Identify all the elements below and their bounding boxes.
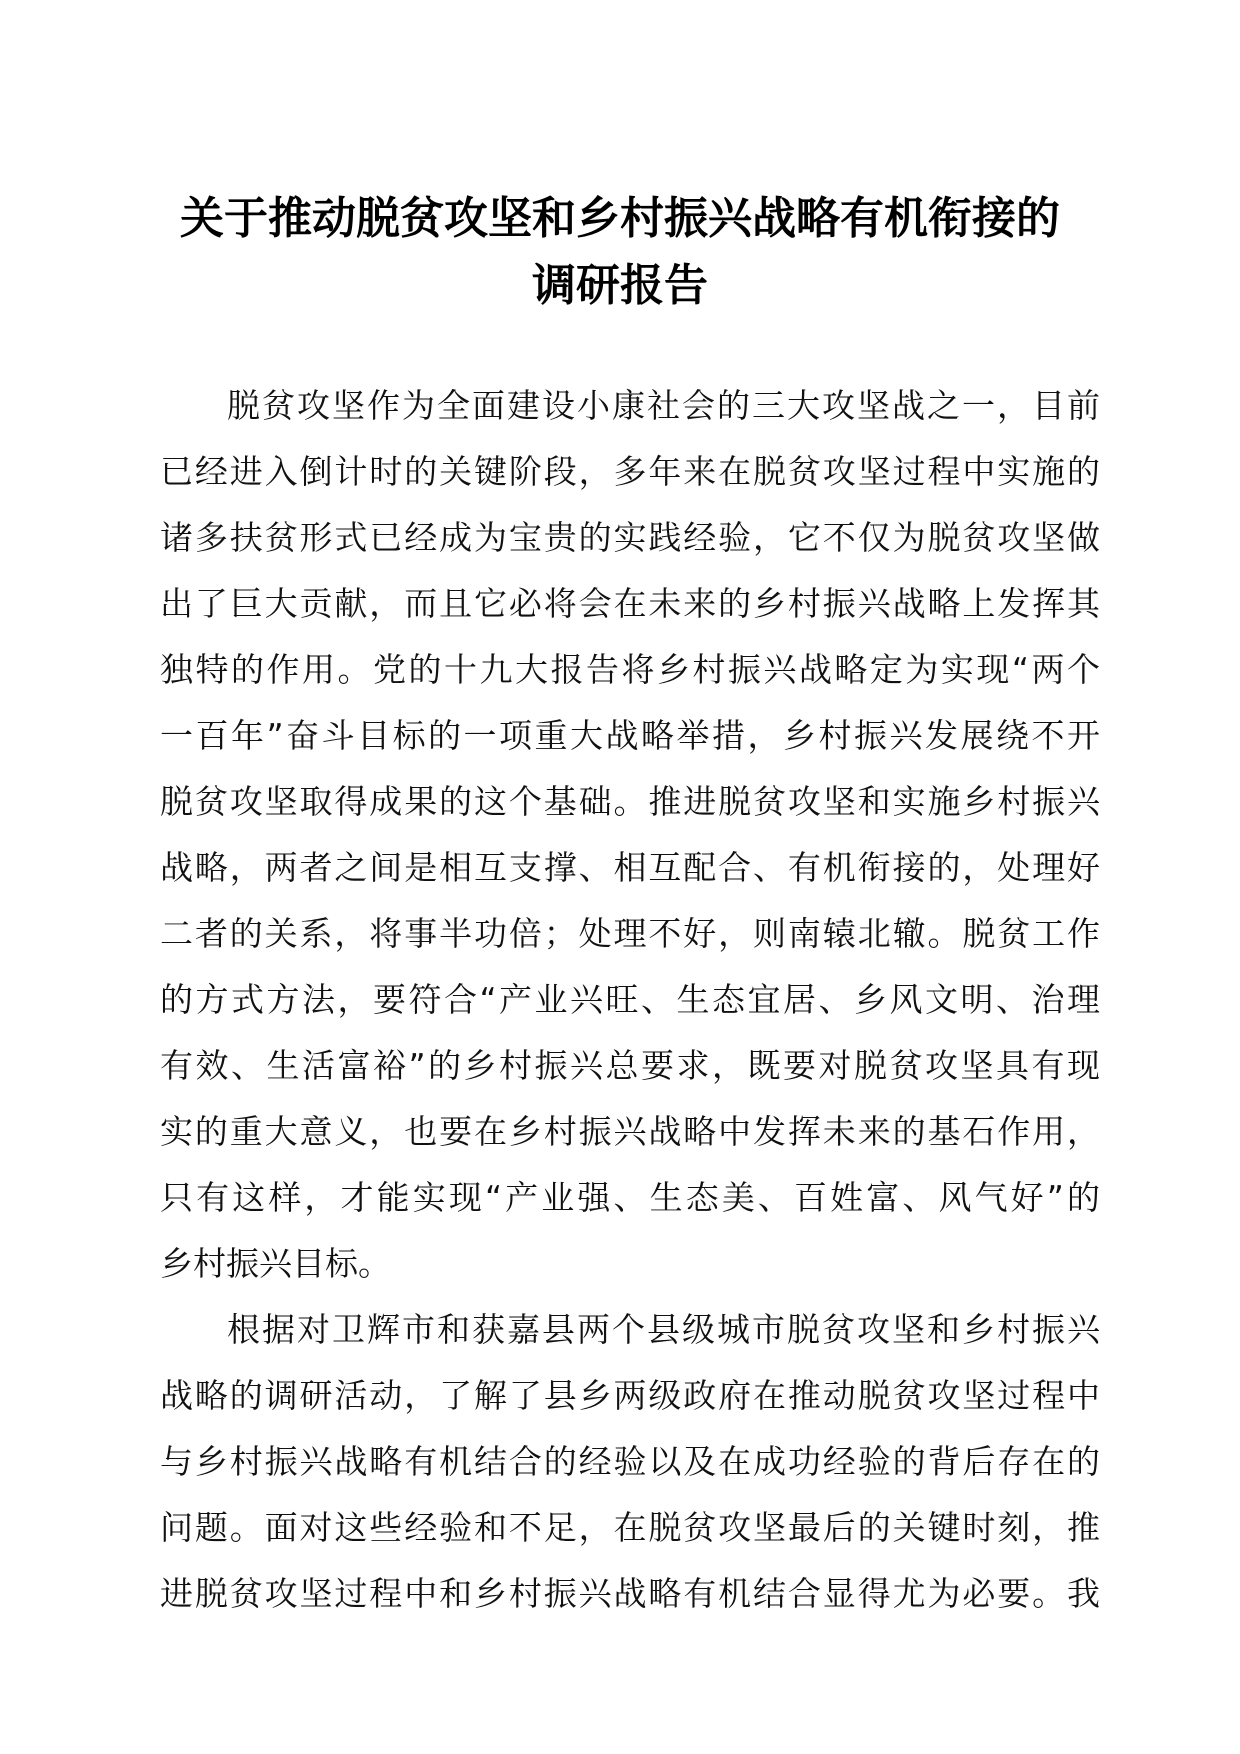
text-line: 二者的关系，将事半功倍；处理不好，则南辕北辙。脱贫工作 [160, 914, 1100, 953]
text-line: 一百年”奋斗目标的一项重大战略举措，乡村振兴发展绕不开 [160, 716, 1100, 755]
title-line-2: 调研报告 [532, 260, 708, 311]
text-line: 实的重大意义，也要在乡村振兴战略中发挥未来的基石作用， [160, 1112, 1100, 1151]
text-line: 根据对卫辉市和获嘉县两个县级城市脱贫攻坚和乡村振兴 [227, 1310, 1100, 1349]
paragraph-1 [160, 373, 1100, 1297]
text-line: 战略的调研活动，了解了县乡两级政府在推动脱贫攻坚过程中 [160, 1376, 1100, 1415]
paragraph-2 [160, 1297, 1100, 1627]
text-line: 与乡村振兴战略有机结合的经验以及在成功经验的背后存在的 [160, 1442, 1100, 1481]
text-line: 有效、生活富裕”的乡村振兴总要求，既要对脱贫攻坚具有现 [160, 1046, 1100, 1085]
document-title [150, 185, 1090, 319]
text-line: 独特的作用。党的十九大报告将乡村振兴战略定为实现“两个 [160, 650, 1100, 689]
text-line: 脱贫攻坚取得成果的这个基础。推进脱贫攻坚和实施乡村振兴 [160, 782, 1100, 821]
text-line: 进脱贫攻坚过程中和乡村振兴战略有机结合显得尤为必要。我 [160, 1574, 1100, 1613]
text-line: 战略，两者之间是相互支撑、相互配合、有机衔接的，处理好 [160, 848, 1100, 887]
text-line: 乡村振兴目标。 [160, 1244, 391, 1283]
document-body [160, 373, 1100, 1627]
text-line: 只有这样，才能实现“产业强、生态美、百姓富、风气好”的 [160, 1178, 1100, 1217]
text-line: 问题。面对这些经验和不足，在脱贫攻坚最后的关键时刻，推 [160, 1508, 1100, 1547]
text-line: 已经进入倒计时的关键阶段，多年来在脱贫攻坚过程中实施的 [160, 452, 1100, 491]
text-line: 出了巨大贡献，而且它必将会在未来的乡村振兴战略上发挥其 [160, 584, 1100, 623]
title-line-1: 关于推动脱贫攻坚和乡村振兴战略有机衔接的 [180, 193, 1060, 244]
text-line: 诸多扶贫形式已经成为宝贵的实践经验，它不仅为脱贫攻坚做 [160, 518, 1100, 557]
text-line: 的方式方法，要符合“产业兴旺、生态宜居、乡风文明、治理 [160, 980, 1100, 1019]
text-line: 脱贫攻坚作为全面建设小康社会的三大攻坚战之一，目前 [227, 386, 1100, 425]
